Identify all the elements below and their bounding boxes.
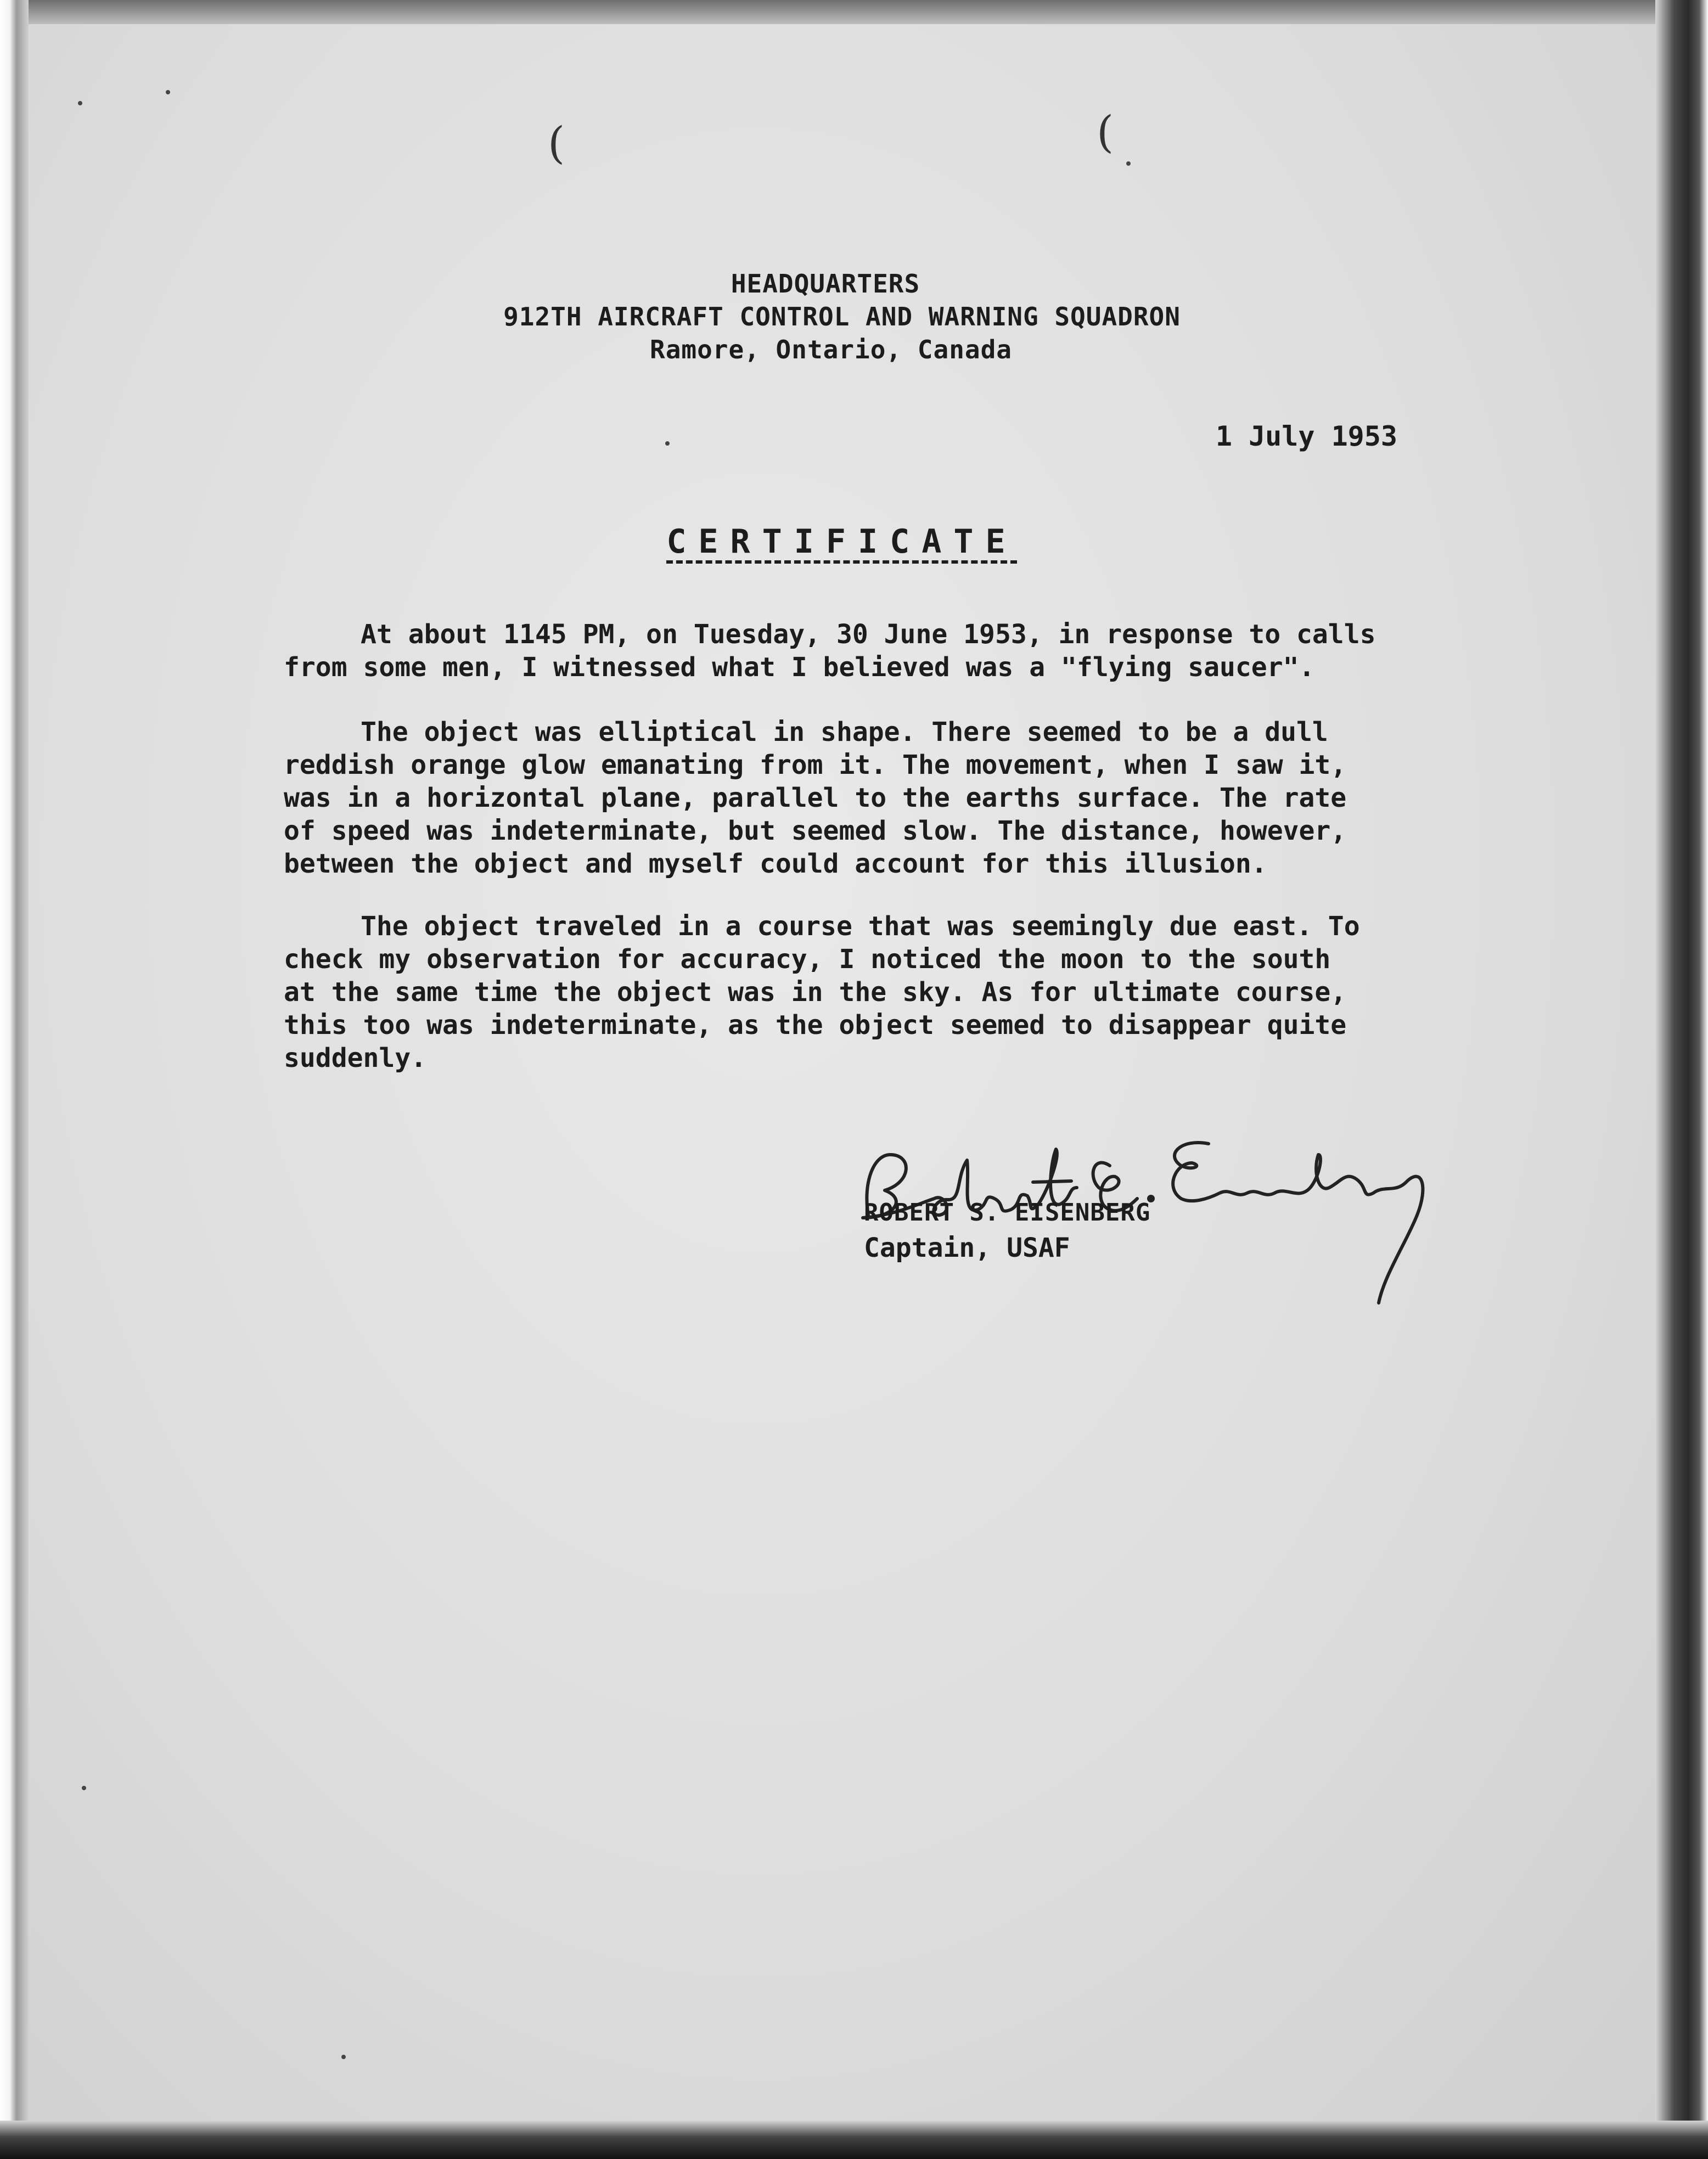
- paragraph-line: of speed was indeterminate, but seemed slow. The distance, however,: [284, 816, 1347, 846]
- dust-speck: [665, 441, 670, 446]
- paragraph-line: suddenly.: [284, 1043, 427, 1073]
- scan-border-top: [0, 0, 1708, 24]
- handwritten-signature: [852, 1122, 1456, 1341]
- dust-speck: [82, 1786, 86, 1790]
- header-location: Ramore, Ontario, Canada: [650, 335, 1012, 364]
- scan-border-bottom: [0, 2121, 1708, 2159]
- dust-speck: [78, 101, 82, 105]
- paragraph-2: [284, 716, 1464, 880]
- signer-rank: Captain, USAF: [864, 1233, 1070, 1263]
- header-squadron: 912TH AIRCRAFT CONTROL AND WARNING SQUADRON: [503, 302, 1181, 331]
- dust-speck: [341, 2055, 346, 2059]
- paragraph-line: The object traveled in a course that was seemingly due east. To: [361, 911, 1360, 942]
- scan-border-right: [1655, 0, 1708, 2159]
- paragraph-line: At about 1145 PM, on Tuesday, 30 June 1953, in response to calls: [361, 619, 1376, 650]
- signer-name: ROBERT S. EISENBERG: [864, 1199, 1151, 1227]
- dust-speck: [166, 90, 170, 94]
- punch-mark-left: (: [548, 117, 565, 168]
- document-title: CERTIFICATE: [666, 522, 1018, 561]
- dust-speck: [1126, 161, 1131, 166]
- header-organization: HEADQUARTERS: [731, 269, 920, 299]
- paragraph-line: was in a horizontal plane, parallel to the earths surface. The rate: [284, 783, 1347, 813]
- paragraph-line: reddish orange glow emanating from it. The movement, when I saw it,: [284, 750, 1347, 780]
- document-page: [29, 24, 1655, 2121]
- paragraph-line: this too was indeterminate, as the object seemed to disappear quite: [284, 1010, 1347, 1041]
- paragraph-line: from some men, I witnessed what I believed was a "flying saucer".: [284, 652, 1315, 683]
- paragraph-line: The object was elliptical in shape. There seemed to be a dull: [361, 717, 1328, 747]
- paragraph-line: at the same time the object was in the sky. As for ultimate course,: [284, 977, 1347, 1008]
- punch-mark-right: (: [1097, 106, 1114, 158]
- paragraph-1: [284, 618, 1464, 684]
- document-date: 1 July 1953: [1215, 420, 1397, 452]
- paragraph-line: check my observation for accuracy, I noticed the moon to the south: [284, 944, 1331, 975]
- paragraph-line: between the object and myself could account for this illusion.: [284, 848, 1267, 879]
- paragraph-3: [284, 910, 1464, 1075]
- scan-border-left: [0, 0, 29, 2159]
